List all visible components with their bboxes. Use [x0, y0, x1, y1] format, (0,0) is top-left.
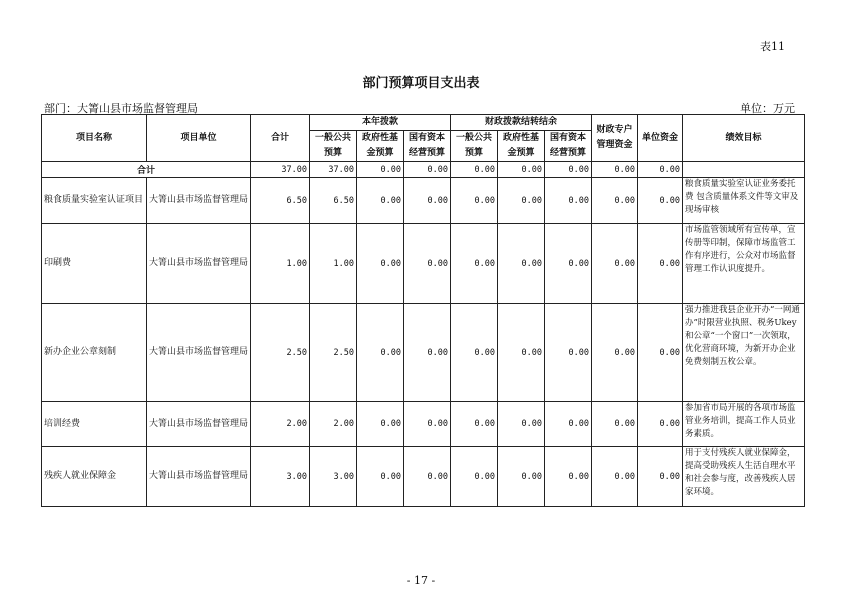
total-value: 0.00: [545, 162, 592, 178]
header-current-year-allocation: 本年拨款: [310, 115, 451, 131]
budget-table: [41, 114, 805, 507]
amount-cell: 0.00: [592, 178, 638, 224]
total-value: 37.00: [310, 162, 357, 178]
amount-cell: 1.00: [310, 224, 357, 304]
amount-cell: 0.00: [357, 304, 404, 402]
header-performance: 绩效目标: [683, 115, 805, 162]
amount-cell: 3.00: [310, 447, 357, 507]
performance-goal-cell: 用于支付残疾人就业保障金，提高受助残疾人生活自理水平和社会参与度，改善残疾人居家环境。: [683, 447, 805, 507]
amount-cell: 0.00: [451, 178, 498, 224]
amount-cell: 0.00: [404, 402, 451, 447]
amount-cell: 0.00: [545, 224, 592, 304]
amount-cell: 0.00: [592, 224, 638, 304]
project-name-cell: 培训经费: [42, 402, 147, 447]
header-special-fund: 财政专户管理资金: [592, 115, 638, 162]
amount-cell: 0.00: [545, 402, 592, 447]
amount-cell: 0.00: [545, 447, 592, 507]
amount-cell: 6.50: [310, 178, 357, 224]
amount-cell: 2.50: [251, 304, 310, 402]
table-row: [42, 447, 805, 507]
project-unit-cell: 大箐山县市场监督管理局: [147, 178, 251, 224]
table-row: [42, 178, 805, 224]
total-value: 0.00: [357, 162, 404, 178]
total-value: 0.00: [451, 162, 498, 178]
amount-cell: 0.00: [638, 304, 683, 402]
table-number: 表11: [760, 40, 785, 53]
project-name-cell: 印刷费: [42, 224, 147, 304]
header-general-public-carryover: 一般公共预算: [451, 131, 498, 162]
amount-cell: 0.00: [638, 402, 683, 447]
amount-cell: 0.00: [451, 402, 498, 447]
amount-cell: 0.00: [357, 224, 404, 304]
amount-cell: 0.00: [592, 447, 638, 507]
project-unit-cell: 大箐山县市场监督管理局: [147, 304, 251, 402]
header-gov-fund: 政府性基金预算: [357, 131, 404, 162]
amount-cell: 1.00: [251, 224, 310, 304]
performance-goal-cell: 强力推进我县企业开办“一网通办”时限营业执照、税务Ukey和公章“一个窗口”一次领取，优化营商环境，为新开办企业免费刻制五枚公章。: [683, 304, 805, 402]
amount-cell: 0.00: [357, 447, 404, 507]
header-project-name: 项目名称: [42, 115, 147, 162]
amount-cell: 0.00: [638, 224, 683, 304]
header-gov-fund-carryover: 政府性基金预算: [498, 131, 545, 162]
amount-cell: 6.50: [251, 178, 310, 224]
amount-cell: 0.00: [357, 402, 404, 447]
header-state-capital-carryover: 国有资本经营预算: [545, 131, 592, 162]
amount-cell: 0.00: [451, 304, 498, 402]
table-row: [42, 304, 805, 402]
amount-cell: 0.00: [404, 178, 451, 224]
amount-cell: 0.00: [498, 178, 545, 224]
amount-cell: 0.00: [404, 224, 451, 304]
amount-cell: 0.00: [404, 447, 451, 507]
project-unit-cell: 大箐山县市场监督管理局: [147, 447, 251, 507]
table-row: [42, 224, 805, 304]
amount-cell: 2.50: [310, 304, 357, 402]
amount-cell: 2.00: [251, 402, 310, 447]
project-name-cell: 残疾人就业保障金: [42, 447, 147, 507]
amount-cell: 0.00: [592, 402, 638, 447]
amount-cell: 0.00: [592, 304, 638, 402]
total-value: 0.00: [638, 162, 683, 178]
amount-cell: 0.00: [498, 304, 545, 402]
performance-goal-cell: 市场监管领域所有宣传单，宣传册等印制，保障市场监管工作有序进行，公众对市场监督管理工作认识度提升。: [683, 224, 805, 304]
total-value: 0.00: [592, 162, 638, 178]
amount-cell: 0.00: [451, 224, 498, 304]
page-title: 部门预算项目支出表: [362, 76, 480, 91]
header-project-unit: 项目单位: [147, 115, 251, 162]
total-value: 0.00: [498, 162, 545, 178]
table-row: [42, 402, 805, 447]
project-unit-cell: 大箐山县市场监督管理局: [147, 224, 251, 304]
table-total-row: [42, 162, 805, 178]
header-general-public: 一般公共预算: [310, 131, 357, 162]
performance-goal-cell: 粮食质量实验室认证业务委托费 包含质量体系文件等文审及现场审核: [683, 178, 805, 224]
amount-cell: 0.00: [451, 447, 498, 507]
total-value: 0.00: [404, 162, 451, 178]
amount-cell: 0.00: [357, 178, 404, 224]
amount-cell: 0.00: [545, 178, 592, 224]
amount-cell: 0.00: [498, 447, 545, 507]
department-label: 部门：大箐山县市场监督管理局: [44, 102, 198, 115]
unit-label: 单位：万元: [740, 102, 795, 115]
amount-cell: 0.00: [545, 304, 592, 402]
project-name-cell: 新办企业公章刻制: [42, 304, 147, 402]
amount-cell: 0.00: [638, 447, 683, 507]
header-total: 合计: [251, 115, 310, 162]
header-state-capital: 国有资本经营预算: [404, 131, 451, 162]
total-performance: [683, 162, 805, 178]
project-name-cell: 粮食质量实验室认证项目: [42, 178, 147, 224]
header-carryover: 财政拨款结转结余: [451, 115, 592, 131]
header-unit-fund: 单位资金: [638, 115, 683, 162]
amount-cell: 0.00: [498, 224, 545, 304]
amount-cell: 0.00: [404, 304, 451, 402]
amount-cell: 3.00: [251, 447, 310, 507]
page-number: - 17 -: [406, 574, 436, 587]
total-label: 合计: [42, 162, 251, 178]
amount-cell: 2.00: [310, 402, 357, 447]
project-unit-cell: 大箐山县市场监督管理局: [147, 402, 251, 447]
performance-goal-cell: 参加省市局开展的各项市场监管业务培训，提高工作人员业务素质。: [683, 402, 805, 447]
total-value: 37.00: [251, 162, 310, 178]
amount-cell: 0.00: [498, 402, 545, 447]
amount-cell: 0.00: [638, 178, 683, 224]
